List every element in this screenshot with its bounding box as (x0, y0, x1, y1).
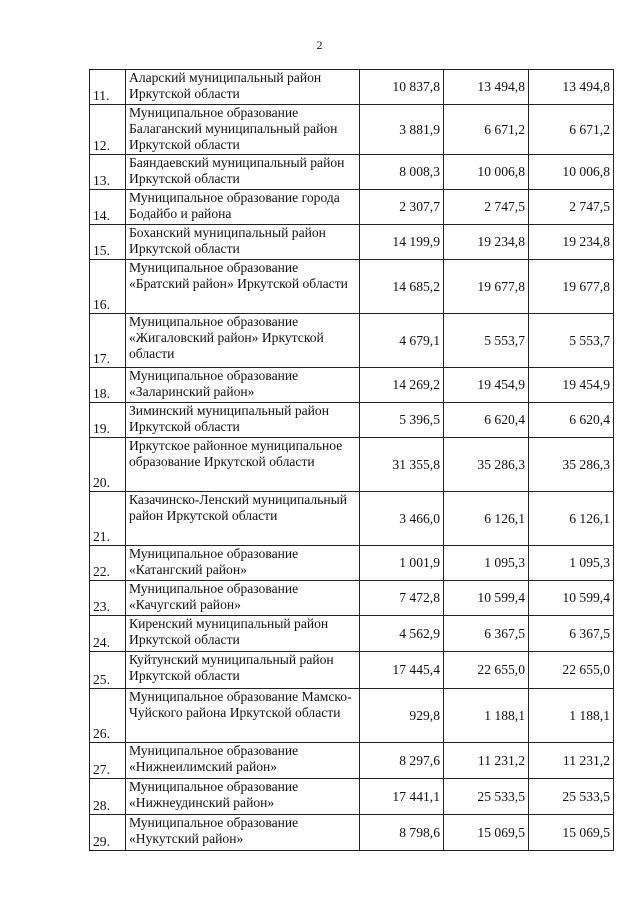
table-row (90, 438, 614, 492)
municipality-name-cell: Муниципальное образование города Бодайбо и района (126, 190, 360, 225)
row-number-cell: 26. (90, 689, 126, 743)
value-col-1-cell: 17 441,1 (360, 779, 444, 815)
row-number-cell: 13. (90, 155, 126, 190)
table-row (90, 743, 614, 779)
value-col-3-cell: 10 599,4 (529, 581, 614, 616)
row-number-cell: 24. (90, 616, 126, 652)
municipality-name-cell: Киренский муниципальный район Иркутской области (126, 616, 360, 652)
municipality-name-cell: Муниципальное образование «Жигаловский район» Иркутской области (126, 314, 360, 368)
value-col-3-cell: 1 188,1 (529, 689, 614, 743)
value-col-3-cell: 5 553,7 (529, 314, 614, 368)
table-row (90, 689, 614, 743)
value-col-2-cell: 1 095,3 (444, 546, 529, 581)
value-col-3-cell: 10 006,8 (529, 155, 614, 190)
value-col-3-cell: 6 126,1 (529, 492, 614, 546)
row-number-cell: 16. (90, 260, 126, 314)
value-col-1-cell: 10 837,8 (360, 70, 444, 105)
value-col-3-cell: 22 655,0 (529, 652, 614, 689)
value-col-2-cell: 6 671,2 (444, 105, 529, 155)
table-row (90, 815, 614, 851)
value-col-1-cell: 3 881,9 (360, 105, 444, 155)
value-col-1-cell: 14 199,9 (360, 225, 444, 260)
value-col-3-cell: 25 533,5 (529, 779, 614, 815)
municipality-name-cell: Муниципальное образование Мамско-Чуйского района Иркутской области (126, 689, 360, 743)
value-col-2-cell: 15 069,5 (444, 815, 529, 851)
row-number-cell: 29. (90, 815, 126, 851)
value-col-3-cell: 6 620,4 (529, 403, 614, 438)
value-col-1-cell: 3 466,0 (360, 492, 444, 546)
municipality-name-cell: Иркутское районное муниципальное образование Иркутской области (126, 438, 360, 492)
table-row (90, 70, 614, 105)
value-col-1-cell: 7 472,8 (360, 581, 444, 616)
table-row (90, 581, 614, 616)
value-col-2-cell: 5 553,7 (444, 314, 529, 368)
table-row (90, 260, 614, 314)
value-col-1-cell: 31 355,8 (360, 438, 444, 492)
value-col-1-cell: 1 001,9 (360, 546, 444, 581)
row-number-cell: 28. (90, 779, 126, 815)
value-col-2-cell: 1 188,1 (444, 689, 529, 743)
municipality-name-cell: Муниципальное образование «Нижнеудинский район» (126, 779, 360, 815)
value-col-3-cell: 1 095,3 (529, 546, 614, 581)
value-col-1-cell: 17 445,4 (360, 652, 444, 689)
value-col-1-cell: 929,8 (360, 689, 444, 743)
row-number-cell: 22. (90, 546, 126, 581)
value-col-3-cell: 19 677,8 (529, 260, 614, 314)
row-number-cell: 20. (90, 438, 126, 492)
value-col-3-cell: 6 671,2 (529, 105, 614, 155)
row-number-cell: 21. (90, 492, 126, 546)
municipality-name-cell: Муниципальное образование Балаганский муниципальный район Иркутской области (126, 105, 360, 155)
value-col-2-cell: 13 494,8 (444, 70, 529, 105)
value-col-2-cell: 10 006,8 (444, 155, 529, 190)
row-number-cell: 11. (90, 70, 126, 105)
municipality-name-cell: Муниципальное образование «Катангский район» (126, 546, 360, 581)
value-col-1-cell: 14 685,2 (360, 260, 444, 314)
municipality-name-cell: Муниципальное образование «Качугский район» (126, 581, 360, 616)
value-col-3-cell: 15 069,5 (529, 815, 614, 851)
row-number-cell: 17. (90, 314, 126, 368)
value-col-2-cell: 6 367,5 (444, 616, 529, 652)
value-col-2-cell: 19 234,8 (444, 225, 529, 260)
value-col-3-cell: 6 367,5 (529, 616, 614, 652)
table-row (90, 105, 614, 155)
value-col-3-cell: 19 234,8 (529, 225, 614, 260)
table-row (90, 779, 614, 815)
value-col-3-cell: 35 286,3 (529, 438, 614, 492)
value-col-2-cell: 19 454,9 (444, 368, 529, 403)
value-col-1-cell: 4 679,1 (360, 314, 444, 368)
table-row (90, 652, 614, 689)
row-number-cell: 15. (90, 225, 126, 260)
value-col-3-cell: 19 454,9 (529, 368, 614, 403)
row-number-cell: 23. (90, 581, 126, 616)
municipality-name-cell: Муниципальное образование «Нукутский район» (126, 815, 360, 851)
value-col-1-cell: 8 297,6 (360, 743, 444, 779)
municipality-name-cell: Муниципальное образование «Заларинский район» (126, 368, 360, 403)
value-col-2-cell: 19 677,8 (444, 260, 529, 314)
value-col-3-cell: 2 747,5 (529, 190, 614, 225)
municipality-name-cell: Казачинско-Ленский муниципальный район Иркутской области (126, 492, 360, 546)
municipality-name-cell: Куйтунский муниципальный район Иркутской области (126, 652, 360, 689)
municipality-name-cell: Аларский муниципальный район Иркутской области (126, 70, 360, 105)
value-col-1-cell: 14 269,2 (360, 368, 444, 403)
budget-table (89, 69, 614, 851)
row-number-cell: 25. (90, 652, 126, 689)
table-row (90, 616, 614, 652)
value-col-2-cell: 2 747,5 (444, 190, 529, 225)
value-col-1-cell: 8 008,3 (360, 155, 444, 190)
row-number-cell: 12. (90, 105, 126, 155)
page-number: 2 (316, 38, 323, 52)
value-col-3-cell: 11 231,2 (529, 743, 614, 779)
value-col-1-cell: 8 798,6 (360, 815, 444, 851)
row-number-cell: 18. (90, 368, 126, 403)
value-col-2-cell: 11 231,2 (444, 743, 529, 779)
table-row (90, 492, 614, 546)
row-number-cell: 19. (90, 403, 126, 438)
value-col-1-cell: 4 562,9 (360, 616, 444, 652)
value-col-2-cell: 10 599,4 (444, 581, 529, 616)
table-row (90, 190, 614, 225)
table-row (90, 546, 614, 581)
table-row (90, 155, 614, 190)
value-col-2-cell: 22 655,0 (444, 652, 529, 689)
table-row (90, 403, 614, 438)
row-number-cell: 27. (90, 743, 126, 779)
value-col-3-cell: 13 494,8 (529, 70, 614, 105)
value-col-2-cell: 25 533,5 (444, 779, 529, 815)
table-row (90, 314, 614, 368)
value-col-1-cell: 2 307,7 (360, 190, 444, 225)
table-row (90, 225, 614, 260)
municipality-name-cell: Баяндаевский муниципальный район Иркутской области (126, 155, 360, 190)
table-row (90, 368, 614, 403)
table-body (90, 70, 614, 851)
value-col-2-cell: 35 286,3 (444, 438, 529, 492)
municipality-name-cell: Муниципальное образование «Братский район» Иркутской области (126, 260, 360, 314)
municipality-name-cell: Зиминский муниципальный район Иркутской области (126, 403, 360, 438)
municipality-name-cell: Муниципальное образование «Нижнеилимский район» (126, 743, 360, 779)
value-col-2-cell: 6 126,1 (444, 492, 529, 546)
row-number-cell: 14. (90, 190, 126, 225)
value-col-2-cell: 6 620,4 (444, 403, 529, 438)
municipality-name-cell: Боханский муниципальный район Иркутской области (126, 225, 360, 260)
value-col-1-cell: 5 396,5 (360, 403, 444, 438)
